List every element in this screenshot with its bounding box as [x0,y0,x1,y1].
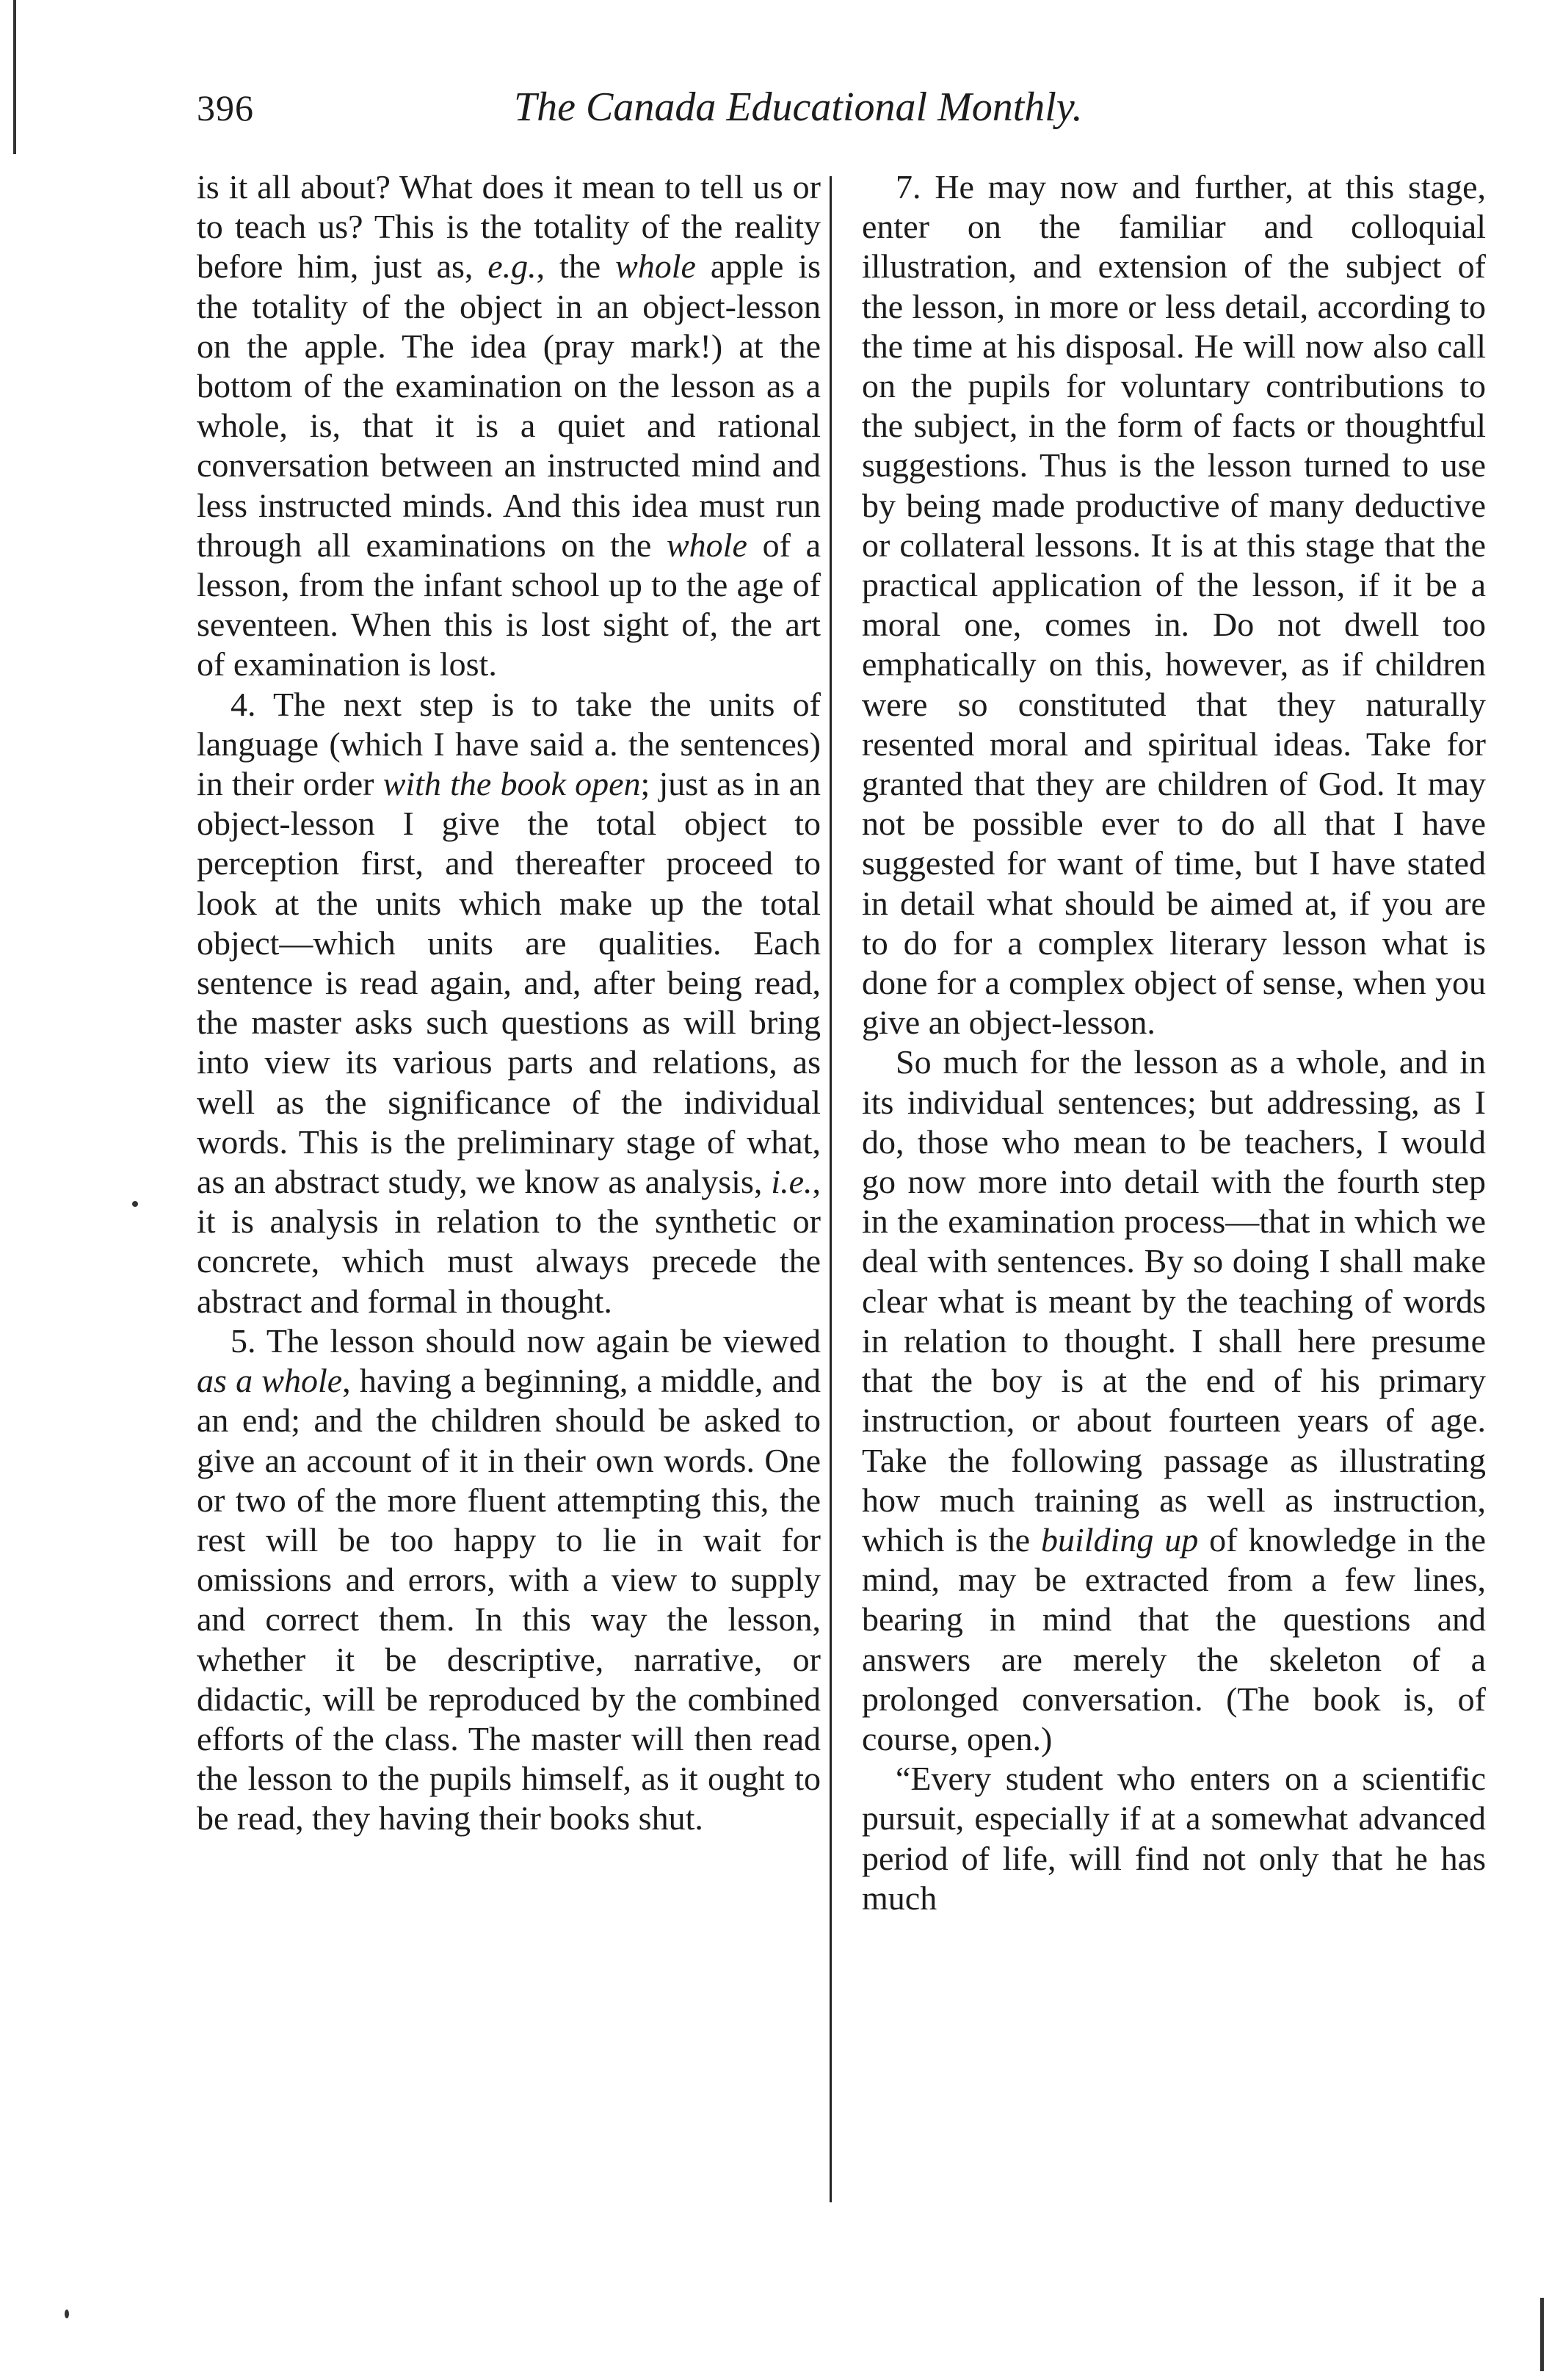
scan-speck [65,2310,69,2318]
text-run: is it all about? What does it mean to tell us or to teach us? This is the totality of the reality before him, just as, [197,168,821,286]
text-run: 7. He may now and further, at this stage, enter on the familiar and colloquial illustration, and extension of the subject of the lesson, in more or less detail, according to the time at his disposal. He will now also call on the pupils for voluntary contributions to the subject, in the form of facts or thoughtful suggestions. Thus is the lesson turned to use by being made productive of many deductive or collateral lessons. It is at this stage that the practical application of the lesson, if it be a moral one, comes in. Do not dwell too emphatically on this, however, as if children were so constituted that they naturally resented moral and spiritual ideas. Take for granted that they are children of God. It may not be possible ever to do all that I have suggested for want of time, but I have stated in detail what should be aimed at, if you are to do for a complex literary lesson what is done for a complex object of sense, when you give an object-lesson. [862,168,1486,1042]
text-run: “Every student who enters on a scientific pursuit, especially if at a somewhat advanced period of life, will find not only that he has much [862,1760,1486,1917]
column-divider [830,176,832,2202]
paragraph-left-3 [197,1321,821,1839]
text-run: , it is analysis in relation to the synthetic or concrete, which must always precede the abstract and formal in thought. [197,1163,821,1320]
text-run: of knowledge in the mind, may be extracted from a few lines, bearing in mind that the questions and answers are merely the skeleton of a prolonged conversation. (The book is, of course, open.) [862,1520,1487,1757]
paragraph-right-2 [862,1042,1486,1759]
text-run: , having a beginning, a middle, and an end; and the children should be asked to give an account of it in their own words. One or two of the more fluent attempting this, the rest will be too happy to lie in wait for omissions and errors, with a view to supply and correct them. In this way the lesson, whether it be descriptive, narrative, or didactic, will be reproduced by the combined efforts of the class. The master will then read the lesson to the pupils himself, as it ought to be read, they having their books shut. [197,1362,821,1837]
text-run: So much for the lesson as a whole, and in its individual sentences; but addressing, as I do, those who mean to be teachers, I would go now more into detail with the fourth step in the examination process—that in which we deal with sentences. By so doing I shall make clear what is meant by the teaching of words in relation to thought. I shall here presume that the boy is at the end of his primary instruction, or about fourteen years of age. Take the following passage as illustrating how much training as well as instruction, which is the [862,1043,1486,1559]
italic-run: i.e. [771,1163,813,1201]
text-run: , the [536,247,616,286]
italic-run: with the book open [382,765,641,803]
paragraph-right-3 [862,1759,1486,1918]
paragraph-left-2 [197,685,821,1321]
text-run: 4. The next step is to take the units of language (which I have said a. the sentences) in their order [197,685,821,803]
italic-run: as a whole [197,1362,343,1400]
scan-speck [132,1201,138,1207]
italic-run: e.g. [487,247,537,286]
italic-run: whole [666,526,747,564]
text-run: of a lesson, from the infant school up to the age of seventeen. When this is lost sight of, the art of examination is lost. [197,526,821,683]
italic-run: building up [1041,1520,1199,1559]
italic-run: whole [615,247,696,286]
text-run: ; just as in an object-lesson I give the total object to perception first, and thereafter proceed to look at the units which make up the total object—which units are qualities. Each sentence is read again, and, after being read, the master asks such questions as will bring into view its various parts and relations, as well as the significance of the individual words. This is the preliminary stage of what, as an abstract study, we know as analysis, [197,765,821,1201]
text-run: apple is the totality of the object in an object-lesson on the apple. The idea (pray mark!) at the bottom of the examination on the lesson as a whole, is, that it is a quiet and rational conversation between an instructed mind and less instructed minds. And this idea must run through all examinations on the [197,247,821,564]
scan-edge-mark [1540,2298,1544,2371]
page-number: 396 [197,87,254,128]
paragraph-left-1 [197,167,821,685]
text-run: 5. The lesson should now again be viewed [231,1321,821,1360]
left-column [197,167,821,1839]
running-title: The Canada Educational Monthly. [514,84,1083,130]
paragraph-right-1 [862,167,1486,1042]
right-column [862,167,1486,1918]
scan-edge-mark [13,0,16,154]
